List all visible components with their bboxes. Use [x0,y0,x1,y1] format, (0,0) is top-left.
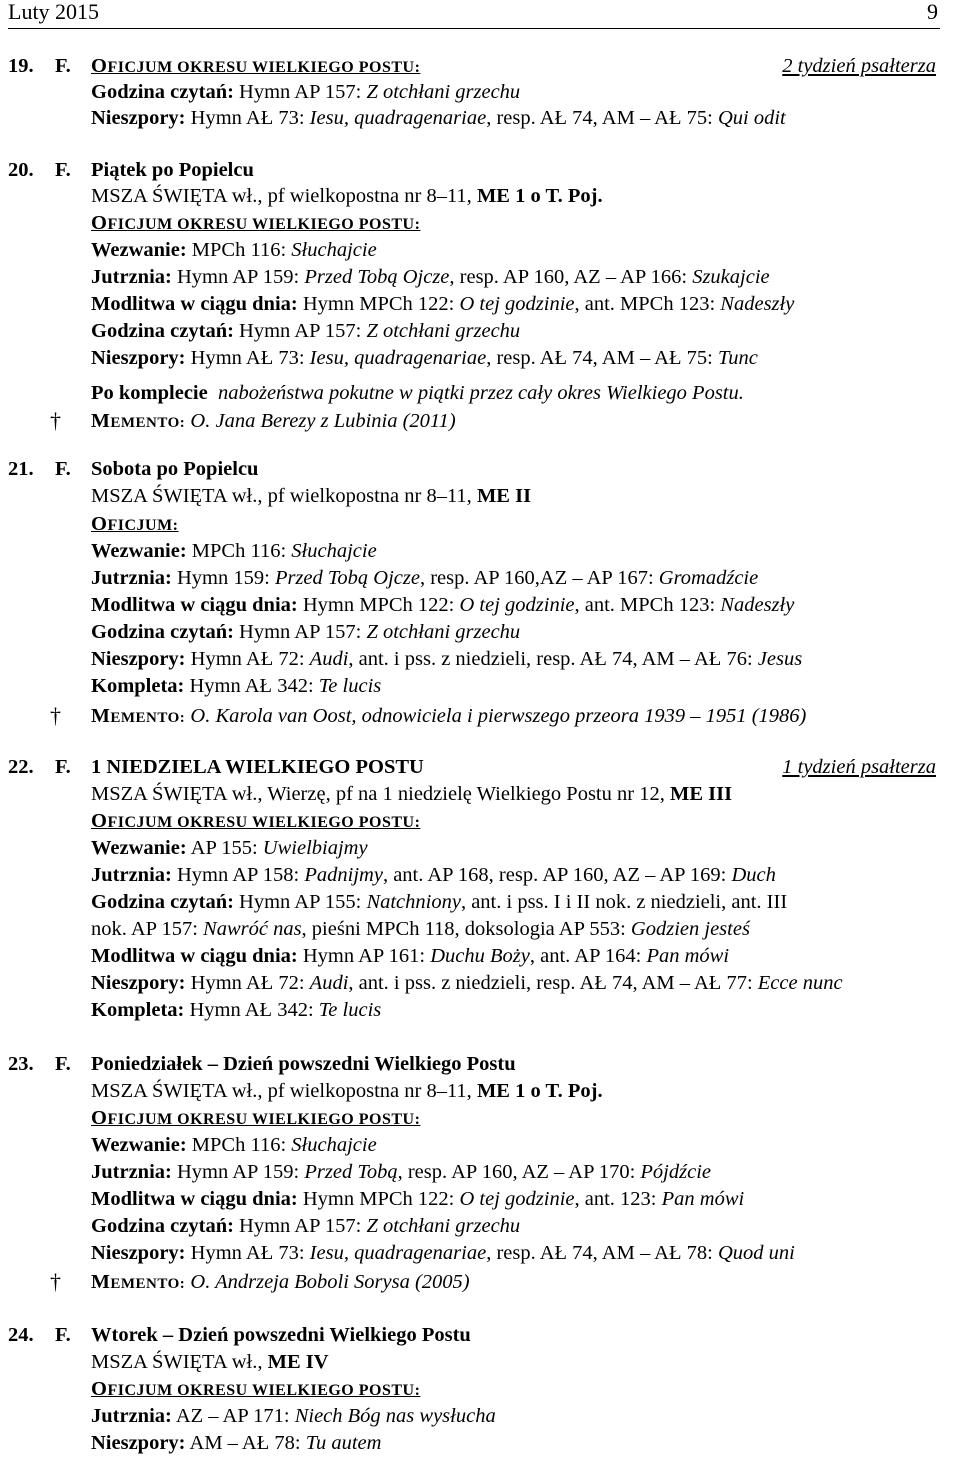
psalter-week: 2 tydzień psałterza [782,55,936,77]
office-heading: OFICJUM OKRESU WIELKIEGO POSTU: [91,55,421,77]
memento-line: MEMENTO: O. Jana Berezy z Lubinia (2011) [91,410,456,432]
day-24-heading: 24. F. Wtorek – Dzień powszedni Wielkiego Postu [8,1324,471,1346]
office-heading: OFICJUM OKRESU WIELKIEGO POSTU: [91,1378,421,1400]
office-line: Godzina czytań: Hymn AP 157: Z otchłani grzechu [91,1215,521,1237]
cross-icon: † [50,1269,61,1294]
header-title: Luty 2015 [8,0,100,24]
day-number: 19. [8,55,34,77]
page-header [8,0,940,29]
day-title: Sobota po Popielcu [91,458,259,480]
office-line: Godzina czytań: Hymn AP 157: Z otchłani grzechu [91,621,521,643]
office-line: Jutrznia: Hymn 159: Przed Tobą Ojcze, resp. AP 160,AZ – AP 167: Gromadźcie [91,567,759,589]
office-line: Modlitwa w ciągu dnia: Hymn MPCh 122: O tej godzinie, ant. MPCh 123: Nadeszły [91,594,795,616]
office-line: Godzina czytań: Hymn AP 157: Z otchłani grzechu [91,81,521,103]
office-line: Kompleta: Hymn AŁ 342: Te lucis [91,999,382,1021]
office-line: Modlitwa w ciągu dnia: Hymn MPCh 122: O tej godzinie, ant. 123: Pan mówi [91,1188,745,1210]
day-23-heading: 23. F. Poniedziałek – Dzień powszedni Wielkiego Postu [8,1053,516,1075]
office-line: nok. AP 157: Nawróć nas, pieśni MPCh 118, doksologia AP 553: Godzien jesteś [91,918,750,940]
day-title: 1 NIEDZIELA WIELKIEGO POSTU [91,756,424,778]
office-line: Nieszpory: Hymn AŁ 72: Audi, ant. i pss. z niedzieli, resp. AŁ 74, AM – AŁ 77: Ecce nunc [91,972,843,994]
cross-icon: † [50,408,61,433]
mass-line: MSZA ŚWIĘTA wł., ME IV [91,1351,329,1373]
psalter-week: 1 tydzień psałterza [782,756,936,778]
office-heading: OFICJUM OKRESU WIELKIEGO POSTU: [91,1107,421,1129]
office-line: Wezwanie: MPCh 116: Słuchajcie [91,540,377,562]
memento-line: MEMENTO: O. Andrzeja Boboli Sorysa (2005) [91,1271,470,1293]
office-heading: OFICJUM: [91,513,179,535]
day-title: Piątek po Popielcu [91,159,254,181]
day-21-heading: 21. F. Sobota po Popielcu [8,458,259,480]
office-line: Nieszpory: Hymn AŁ 73: Iesu, quadragenariae, resp. AŁ 74, AM – AŁ 78: Quod uni [91,1242,795,1264]
office-line: Jutrznia: AZ – AP 171: Niech Bóg nas wysłucha [91,1405,496,1427]
day-22-heading: 22. F. 1 NIEDZIELA WIELKIEGO POSTU 1 tydzień psałterza [8,754,940,781]
office-heading: OFICJUM OKRESU WIELKIEGO POSTU: [91,212,421,234]
day-code: F. [55,55,71,77]
office-line: Modlitwa w ciągu dnia: Hymn MPCh 122: O tej godzinie, ant. MPCh 123: Nadeszły [91,293,795,315]
office-line: Jutrznia: Hymn AP 158: Padnijmy, ant. AP 168, resp. AP 160, AZ – AP 169: Duch [91,864,776,886]
office-line: Jutrznia: Hymn AP 159: Przed Tobą Ojcze, resp. AP 160, AZ – AP 166: Szukajcie [91,266,770,288]
office-line: Godzina czytań: Hymn AP 155: Natchniony, ant. i pss. I i II nok. z niedzieli, ant. III [91,891,788,913]
office-line: Godzina czytań: Hymn AP 157: Z otchłani grzechu [91,320,521,342]
mass-line: MSZA ŚWIĘTA wł., pf wielkopostna nr 8–11, ME 1 o T. Poj. [91,1080,603,1102]
office-line: Nieszpory: AM – AŁ 78: Tu autem [91,1432,382,1454]
memento-line: MEMENTO: O. Karola van Oost, odnowiciela i pierwszego przeora 1939 – 1951 (1986) [91,705,807,727]
office-line: Po komplecie nabożeństwa pokutne w piątki przez cały okres Wielkiego Postu. [91,382,744,404]
day-title: Poniedziałek – Dzień powszedni Wielkiego Postu [91,1053,516,1075]
mass-line: MSZA ŚWIĘTA wł., pf wielkopostna nr 8–11, ME II [91,485,532,507]
office-line: Wezwanie: AP 155: Uwielbiajmy [91,837,368,859]
office-line: Nieszpory: Hymn AŁ 72: Audi, ant. i pss. z niedzieli, resp. AŁ 74, AM – AŁ 76: Jesus [91,648,803,670]
office-line: Modlitwa w ciągu dnia: Hymn AP 161: Duchu Boży, ant. AP 164: Pan mówi [91,945,730,967]
day-20-heading: 20. F. Piątek po Popielcu [8,159,254,181]
office-line: Nieszpory: Hymn AŁ 73: Iesu, quadragenariae, resp. AŁ 74, AM – AŁ 75: Qui odit [91,107,786,129]
office-line: Wezwanie: MPCh 116: Słuchajcie [91,1134,377,1156]
office-line: Kompleta: Hymn AŁ 342: Te lucis [91,675,382,697]
office-heading: OFICJUM OKRESU WIELKIEGO POSTU: [91,810,421,832]
mass-line: MSZA ŚWIĘTA wł., pf wielkopostna nr 8–11, ME 1 o T. Poj. [91,185,603,207]
office-line: Wezwanie: MPCh 116: Słuchajcie [91,239,377,261]
day-19-heading [8,53,940,80]
cross-icon: † [50,703,61,728]
office-line: Jutrznia: Hymn AP 159: Przed Tobą, resp. AP 160, AZ – AP 170: Pójdźcie [91,1161,711,1183]
page-number: 9 [927,0,938,24]
day-title: Wtorek – Dzień powszedni Wielkiego Postu [91,1324,471,1346]
mass-line: MSZA ŚWIĘTA wł., Wierzę, pf na 1 niedzielę Wielkiego Postu nr 12, ME III [91,783,733,805]
office-line: Nieszpory: Hymn AŁ 73: Iesu, quadragenariae, resp. AŁ 74, AM – AŁ 75: Tunc [91,347,758,369]
